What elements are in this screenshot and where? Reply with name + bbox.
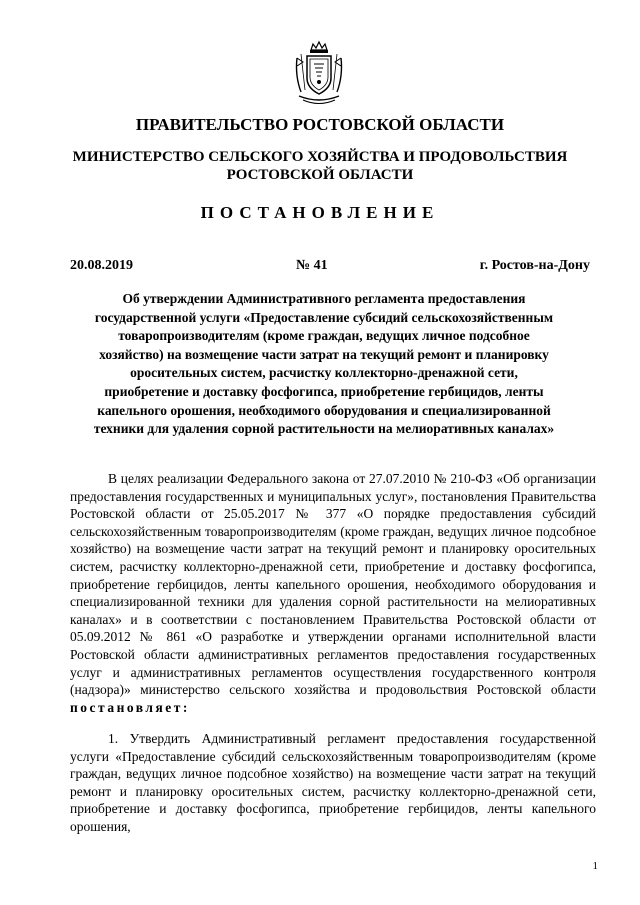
ministry-title-line: МИНИСТЕРСТВО СЕЛЬСКОГО ХОЗЯЙСТВА И ПРОДОВОЛЬСТВИЯ — [72, 149, 568, 165]
page-number: 1 — [592, 860, 598, 872]
document-type: ПОСТАНОВЛЕНИЕ — [200, 203, 440, 222]
document-subject — [62, 290, 586, 439]
document-date: 20.08.2019 — [70, 258, 133, 273]
decree-word: постановляет: — [70, 699, 190, 715]
subject-line: оросительных систем, расчистку коллекторно-дренажной сети, — [130, 365, 518, 381]
subject-line: капельного орошения, необходимого оборудования и специализированной — [97, 402, 551, 418]
subject-line: государственной услуги «Предоставление субсидий сельскохозяйственным — [94, 309, 554, 325]
subject-line: техники для удаления сорной растительности на мелиоративных каналах» — [93, 421, 555, 437]
subject-line: товаропроизводителям (кроме граждан, ведущих личное подсобное — [118, 328, 530, 344]
document-city: г. Ростов-на-Дону — [479, 258, 590, 273]
government-title: ПРАВИТЕЛЬСТВО РОСТОВСКОЙ ОБЛАСТИ — [135, 115, 505, 134]
preamble-paragraph — [70, 470, 596, 716]
clause-paragraph — [70, 730, 596, 836]
subject-line: хозяйство) на возмещение части затрат на текущий ремонт и планировку — [99, 346, 549, 362]
subject-line: приобретение и доставку фосфогипса, приобретение гербицидов, ленты — [104, 383, 544, 399]
subject-line: Об утверждении Административного регламента предоставления — [122, 291, 526, 306]
ministry-title — [0, 148, 640, 184]
preamble-text: В целях реализации Федерального закона от 27.07.2010 № 210-ФЗ «Об организации предоставления государственных и муниципальных услуг», постановления Правительства Ростовской области от 25.05.2017 № 377 «О порядке предоставления субсидий сельскохозяйственным товаропроизводителям (кроме граждан, ведущих личное подсобное хозяйство) на возмещение части затрат на текущий ремонт и планировку оросительных систем, расчистку коллекторно-дренажной сети, приобретение и доставку фосфогипса, приобретение гербицидов, ленты капельного орошения, необходимого оборудования и специализированной техники для удаления сорной растительности на мелиоративных каналах» и в соответствии с постановлением Правительства Ростовской области от 05.09.2012 № 861 «О разработке и утверждении органами исполнительной власти Ростовской области административных регламентов предоставления государственных услуг и административных регламентов осуществления государственного контроля (надзора)» министерство сельского хозяйства и продовольствия Ростовской области — [70, 471, 596, 698]
ministry-title-line: РОСТОВСКОЙ ОБЛАСТИ — [226, 167, 414, 183]
clause-text: 1. Утвердить Административный регламент предоставления государственной услуги «Предоставление субсидий сельскохозяйственным товаропроизводителям (кроме граждан, ведущих личное подсобное хозяйство) на возмещение части затрат на текущий ремонт и планировку оросительных систем, расчистку коллекторно-дренажной сети, приобретение и доставку фосфогипса, приобретение гербицидов, ленты капельного орошения, — [70, 731, 596, 834]
document-number: № 41 — [296, 258, 328, 273]
rostov-coat-of-arms-icon — [291, 40, 347, 108]
